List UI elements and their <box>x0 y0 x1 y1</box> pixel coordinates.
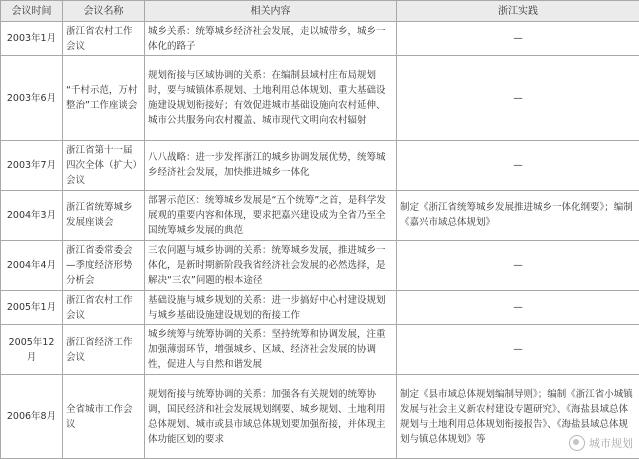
watermark-text: 城市规划 <box>589 437 633 450</box>
cell-time: 2004年4月 <box>1 240 63 290</box>
cell-name: 浙江省经济工作会议 <box>63 325 145 375</box>
watermark <box>569 435 633 451</box>
table-row <box>1 325 639 375</box>
table-row <box>1 190 639 240</box>
cell-practice: — <box>397 22 639 56</box>
cell-practice: 制定《县市域总体规划编制导则》；编制《浙江省小城镇发展与社会主义新农村建设专题研究》、《海盐县域总体规划与土地利用总体规划衔接报告》、《海盐县域总体规划与镇总体规划》等 <box>397 375 639 459</box>
cell-name: “千村示范，万村整治”工作座谈会 <box>63 56 145 140</box>
table-row <box>1 375 639 459</box>
table-row <box>1 240 639 290</box>
header-content: 相关内容 <box>145 1 397 22</box>
cell-content: 部署示范区：统筹城乡发展是“五个统筹”之首，是科学发展观的重要内容和体现，要求把嘉兴建设成为全省乃至全国统筹城乡发展的典范 <box>145 190 397 240</box>
header-name: 会议名称 <box>63 1 145 22</box>
table-row <box>1 291 639 325</box>
cell-time: 2003年6月 <box>1 56 63 140</box>
cell-name: 全省城市工作会议 <box>63 375 145 459</box>
cell-practice: — <box>397 325 639 375</box>
cell-practice: — <box>397 291 639 325</box>
cell-practice: 制定《浙江省统筹城乡发展推进城乡一体化纲要》；编制《嘉兴市域总体规划》 <box>397 190 639 240</box>
table-row <box>1 22 639 56</box>
cell-content: 城乡统筹与统筹协调的关系：坚持统筹和协调发展，注重加强薄弱环节，增强城乡、区域、经济社会发展的协调性，促进人与自然和谐发展 <box>145 325 397 375</box>
cell-content: 规划衔接与统筹协调的关系：加强各有关规划的统筹协调，国民经济和社会发展规划纲要、城乡规划、土地利用总体规划、城市或县市域总体规划要加强衔接，并体现主体功能区划的要求 <box>145 375 397 459</box>
cell-practice: — <box>397 56 639 140</box>
wechat-logo-icon <box>569 435 585 451</box>
cell-name: 浙江省农村工作会议 <box>63 291 145 325</box>
cell-practice: — <box>397 240 639 290</box>
cell-name: 浙江省农村工作会议 <box>63 22 145 56</box>
cell-content: 城乡关系：统筹城乡经济社会发展，走以城带乡，城乡一体化的路子 <box>145 22 397 56</box>
cell-time: 2005年12月 <box>1 325 63 375</box>
cell-content: 基础设施与城乡规划的关系：进一步搞好中心村建设规划与城乡基础设施建设规划的衔接工作 <box>145 291 397 325</box>
cell-content: 规划衔接与区域协调的关系：在编制县域村庄布局规划时，要与城镇体系规划、土地利用总体规划、重大基础设施建设规划衔接好；有效促进城市基础设施向农村延伸、城市公共服务向农村覆盖、城市现代文明向农村辐射 <box>145 56 397 140</box>
header-practice: 浙江实践 <box>397 1 639 22</box>
cell-content: 三农问题与城乡协调的关系：统筹城乡发展，推进城乡一体化，是新时期新阶段我省经济社会发展的必然选择，是解决“三农”问题的根本途径 <box>145 240 397 290</box>
cell-name: 浙江省第十一届四次全体（扩大）会议 <box>63 140 145 190</box>
cell-time: 2003年1月 <box>1 22 63 56</box>
cell-time: 2004年3月 <box>1 190 63 240</box>
cell-content: 八八战略：进一步发挥浙江的城乡协调发展优势，统筹城乡经济社会发展，加快推进城乡一体化 <box>145 140 397 190</box>
cell-name: 浙江省委常委会—季度经济形势分析会 <box>63 240 145 290</box>
cell-time: 2003年7月 <box>1 140 63 190</box>
header-time: 会议时间 <box>1 1 63 22</box>
header-row <box>1 1 639 22</box>
cell-time: 2005年1月 <box>1 291 63 325</box>
cell-practice: — <box>397 140 639 190</box>
table-row <box>1 140 639 190</box>
cell-name: 浙江省统筹城乡发展座谈会 <box>63 190 145 240</box>
table-row <box>1 56 639 140</box>
cell-time: 2006年8月 <box>1 375 63 459</box>
